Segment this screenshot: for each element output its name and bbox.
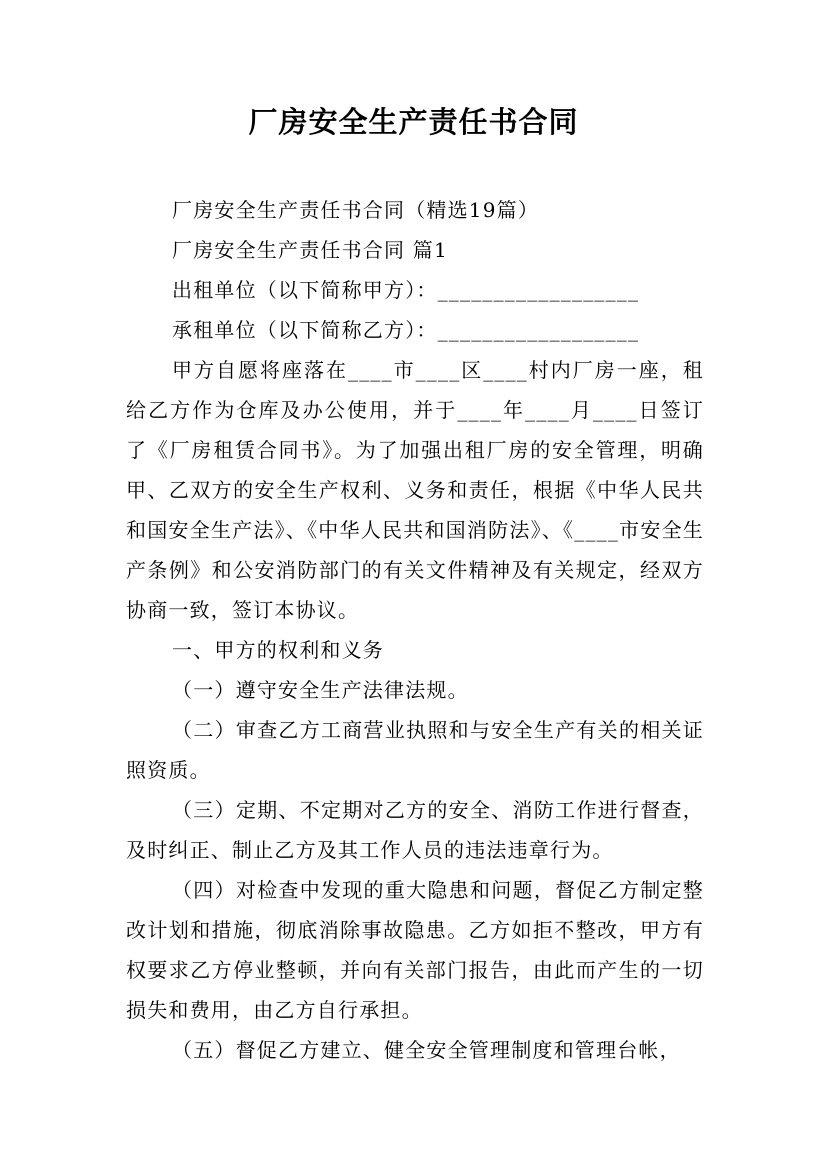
paragraph-subtitle: 厂房安全生产责任书合同（精选19篇）: [172, 198, 540, 222]
paragraph-article-one-heading: 一、甲方的权利和义务: [172, 638, 384, 662]
paragraph-clause-1: （一）遵守安全生产法律法规。: [172, 678, 469, 702]
document-body: [126, 190, 704, 1070]
paragraph-clause-2: （二）审查乙方工商营业执照和与安全生产有关的相关证照资质。: [126, 718, 704, 782]
paragraph-lessor: 出租单位（以下简称甲方）：__________________: [172, 278, 640, 302]
paragraph-preamble: 甲方自愿将座落在____市____区____村内厂房一座，租给乙方作为仓库及办公使用，并于____年____月____日签订了《厂房租赁合同书》。为了加强出租厂房的安全管理，明确甲、乙双方的安全生产权利、义务和责任，根据《中华人民共和国安全生产法》、《中华人民共和国消防法》、《____市安全生产条例》和公安消防部门的有关文件精神及有关规定，经双方协商一致，签订本协议。: [126, 358, 704, 622]
paragraph-clause-3: （三）定期、不定期对乙方的安全、消防工作进行督查，及时纠正、制止乙方及其工作人员的违法违章行为。: [126, 798, 704, 862]
paragraph-clause-4: （四）对检查中发现的重大隐患和问题，督促乙方制定整改计划和措施，彻底消除事故隐患。乙方如拒不整改，甲方有权要求乙方停业整顿，并向有关部门报告，由此而产生的一切损失和费用，由乙方自行承担。: [126, 878, 704, 1022]
paragraph-section-heading: 厂房安全生产责任书合同 篇1: [172, 238, 448, 262]
document-title: 厂房安全生产责任书合同: [248, 105, 579, 139]
paragraph-lessee: 承租单位（以下简称乙方）：__________________: [172, 318, 640, 342]
paragraph-clause-5: （五）督促乙方建立、健全安全管理制度和管理台帐，: [172, 1038, 681, 1062]
